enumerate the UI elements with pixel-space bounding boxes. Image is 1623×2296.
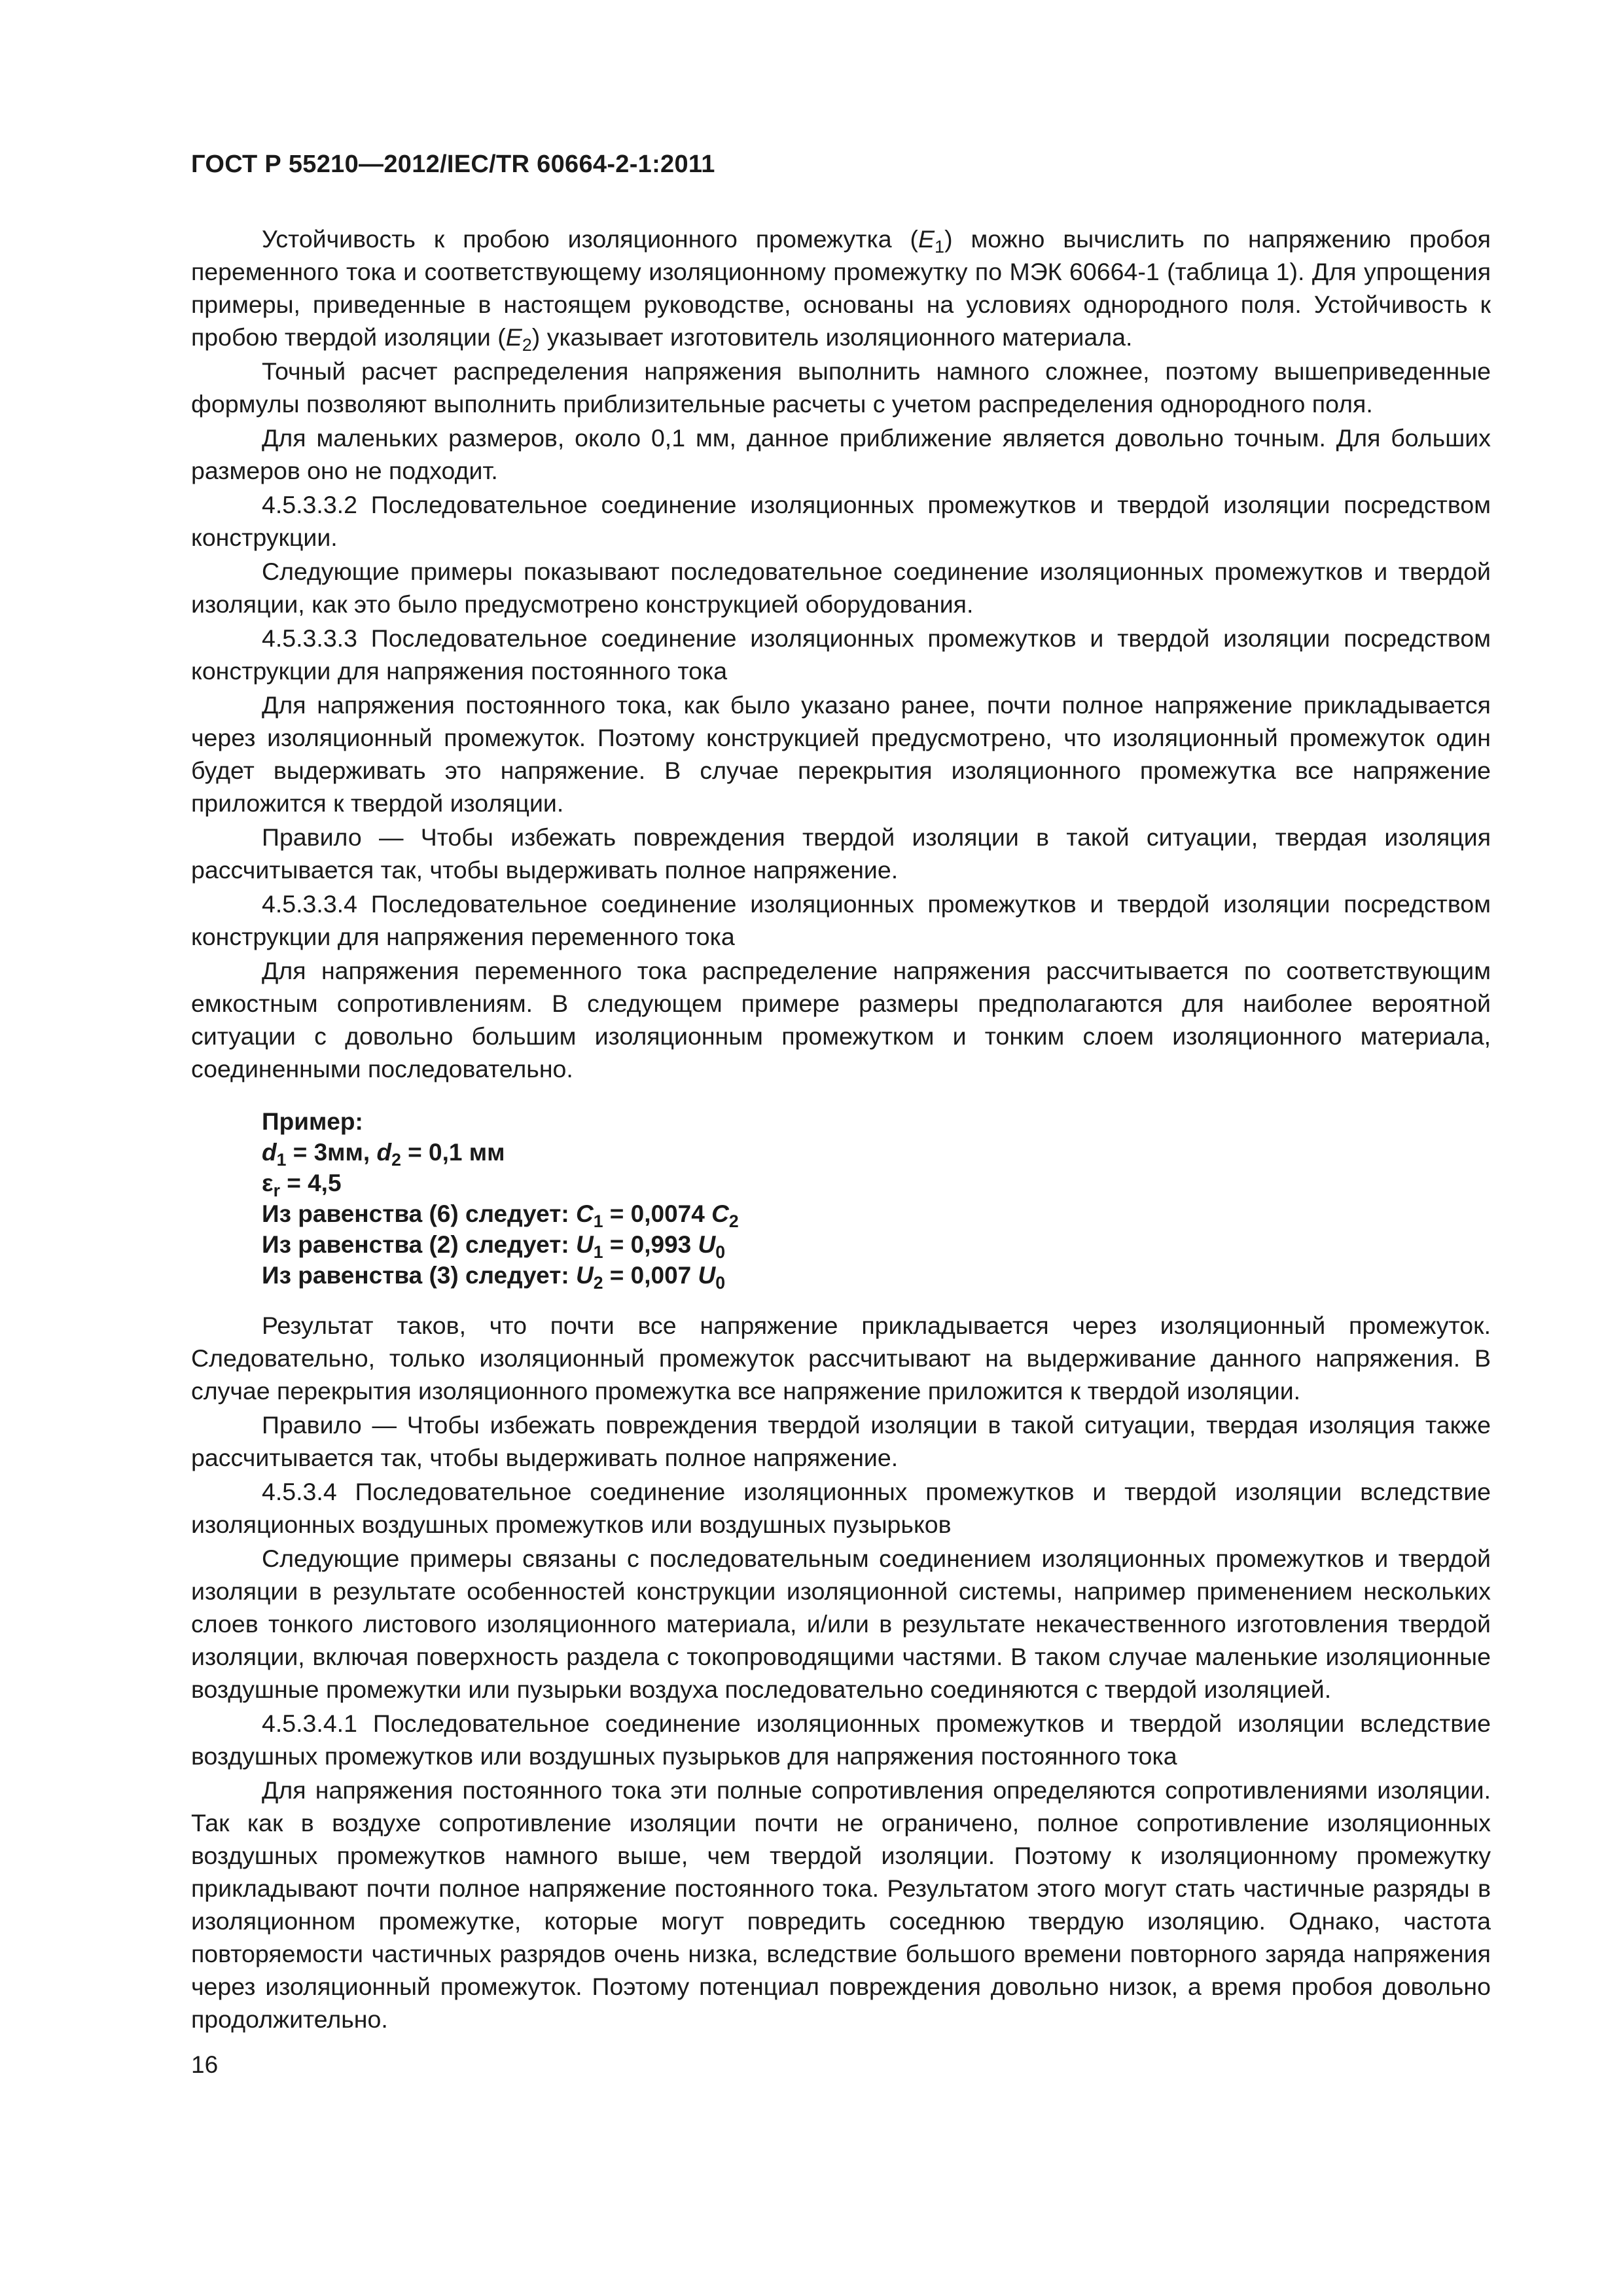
example-title: Пример: [262,1108,363,1135]
paragraph: Для напряжения постоянного тока, как было указано ранее, почти полное напряжение прикладывается через изоляционный промежуток. Поэтому конструкцией предусмотрено, что изоляционный промежуток один будет выдерживать это напряжение. В случае перекрытия изоляционного промежутка все напряжение приложится к твердой изоляции. [191,691,1491,817]
document-header: ГОСТ Р 55210—2012/IEC/TR 60664-2-1:2011 [191,151,715,178]
paragraph: Точный расчет распределения напряжения выполнить намного сложнее, поэтому вышеприведенные формулы позволяют выполнить приблизительные расчеты с учетом распределения однородного поля. [191,357,1491,418]
paragraph: Следующие примеры показывают последовательное соединение изоляционных промежутков и твердой изоляции, как это было предусмотрено конструкцией оборудования. [191,558,1491,618]
section-heading: 4.5.3.4 Последовательное соединение изоляционных промежутков и твердой изоляции вследствие изоляционных воздушных промежутков или воздушных пузырьков [191,1478,1491,1538]
page-number: 16 [191,2051,219,2078]
example-line: $\varepsilon_r = 4,5$ [262,1170,342,1200]
rule-paragraph: Правило — Чтобы избежать повреждения твердой изоляции в такой ситуации, твердая изоляция рассчитывается так, чтобы выдерживать полное напряжение. [191,823,1491,884]
example-line: $d_1 = 3мм$, $d_2 = 0,1$ мм [262,1139,505,1170]
paragraph: Следующие примеры связаны с последовательным соединением изоляционных промежутков и твердой изоляции в результате особенностей конструкции изоляционной системы, например применением нескольких слоев тонкого листового изоляционного материала, и/или в результате некачественного изготовления твердой изоляции, включая поверхность раздела с токопроводящими частями. В таком случае маленькие изоляционные воздушные промежутки или пузырьки воздуха последовательно соединяются с твердой изоляцией. [191,1545,1491,1703]
section-heading: 4.5.3.4.1 Последовательное соединение изоляционных промежутков и твердой изоляции вследствие воздушных промежутков или воздушных пузырьков для напряжения постоянного тока [191,1710,1491,1770]
paragraph: Для маленьких размеров, около 0,1 мм, данное приближение является довольно точным. Для больших размеров оно не подходит. [191,424,1491,484]
example-line: Из равенства (2) следует: $U_1 = 0,993$ $U_0$ [262,1231,726,1262]
paragraph: Для напряжения постоянного тока эти полные сопротивления определяются сопротивлениями изоляции. Так как в воздухе сопротивление изоляции почти не ограничено, полное сопротивление изоляционных воздушных промежутков намного выше, чем твердой изоляции. Поэтому к изоляционному промежутку прикладывают почти полное напряжение постоянного тока. Результатом этого могут стать частичные разряды в изоляционном промежутке, которые могут повредить соседнюю твердую изоляцию. Однако, частота повторяемости частичных разрядов очень низка, вследствие большого времени повторного заряда напряжения через изоляционный промежуток. Поэтому потенциал повреждения довольно низок, а время пробоя довольно продолжительно. [191,1776,1491,2033]
section-heading: 4.5.3.3.2 Последовательное соединение изоляционных промежутков и твердой изоляции посредством конструкции. [191,491,1491,551]
paragraph: Для напряжения переменного тока распределение напряжения рассчитывается по соответствующим емкостным сопротивлениям. В следующем примере размеры предполагаются для наиболее вероятной ситуации с довольно большим изоляционным промежутком и тонким слоем изоляционного материала, соединенными последовательно. [191,957,1491,1083]
document-body [191,223,1491,2037]
rule-paragraph: Правило — Чтобы избежать повреждения твердой изоляции в такой ситуации, твердая изоляция также рассчитывается так, чтобы выдерживать полное напряжение. [191,1411,1491,1471]
paragraph: Устойчивость к пробою изоляционного промежутка $(E_1)$ можно вычислить по напряжению пробоя переменного тока и соответствующему изоляционному промежутку по МЭК 60664-1 (таблица 1). Для упрощения примеры, приведенные в настоящем руководстве, основаны на условиях однородного поля. Устойчивость к пробою твердой изоляции $(E_2)$ указывает изготовитель изоляционного материала. [191,225,1491,355]
example-line: Из равенства (3) следует: $U_2 = 0,007$ $U_0$ [262,1262,726,1293]
section-heading: 4.5.3.3.3 Последовательное соединение изоляционных промежутков и твердой изоляции посредством конструкции для напряжения постоянного тока [191,624,1491,685]
example-line: Из равенства (6) следует: $C_1 = 0,0074$ $C_2$ [262,1200,739,1231]
paragraph: Результат таков, что почти все напряжение прикладывается через изоляционный промежуток. Следовательно, только изоляционный промежуток рассчитывают на выдерживание данного напряжения. В случае перекрытия изоляционного промежутка все напряжение приложится к твердой изоляции. [191,1312,1491,1405]
example-block [262,1106,1491,1291]
section-heading: 4.5.3.3.4 Последовательное соединение изоляционных промежутков и твердой изоляции посредством конструкции для напряжения переменного тока [191,890,1491,950]
